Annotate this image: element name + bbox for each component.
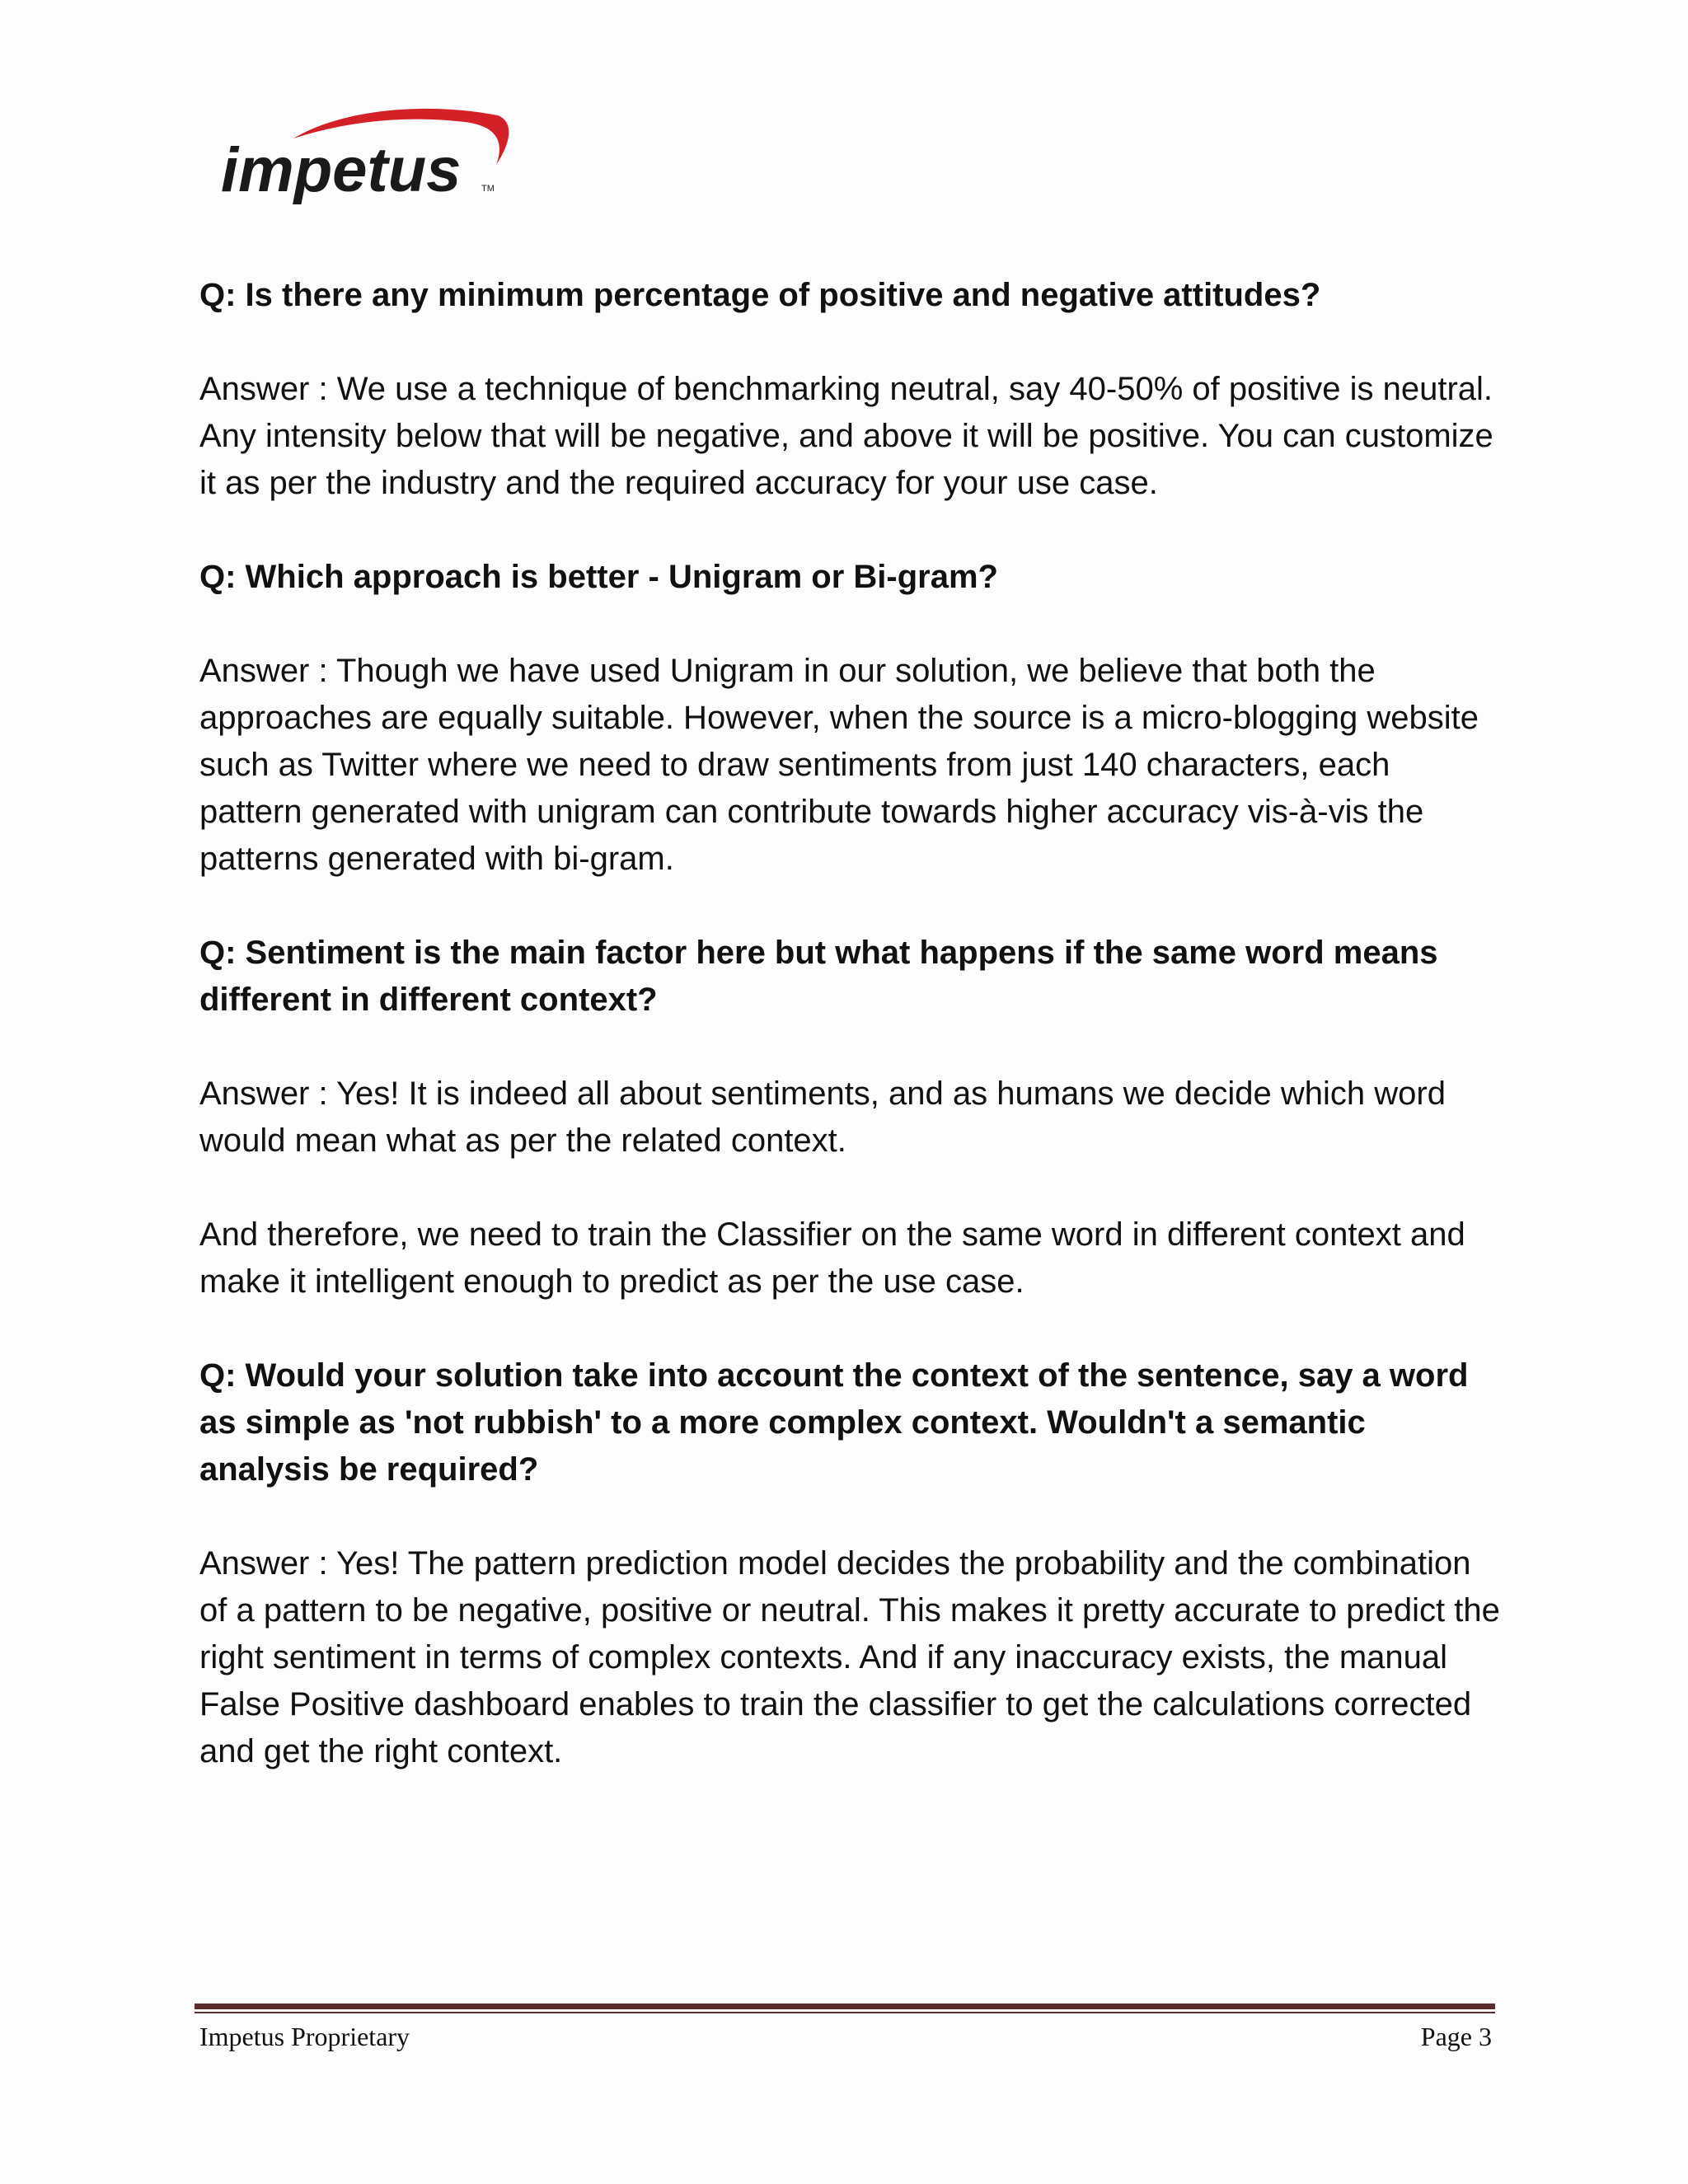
answer-4: Answer : Yes! The pattern prediction model decides the probability and the combination of a pattern to be negative, positive or neutral. This makes it pretty accurate to predict the right sentiment in terms of complex contexts. And if any inaccuracy exists, the manual False Positive dashboard enables to train the classifier to get the calculations corrected and get the right context. [199,1545,1500,1769]
question-1: Q: Is there any minimum percentage of positive and negative attitudes? [199,277,1321,313]
answer-3-continued: And therefore, we need to train the Classifier on the same word in different context and make it intelligent enough to predict as per the use case. [199,1216,1465,1300]
answer-1: Answer : We use a technique of benchmarking neutral, say 40-50% of positive is neutral. Any intensity below that will be negative, and above it will be positive. You can customize it as per the industry and the required accuracy for your use case. [199,371,1493,501]
footer-proprietary-label: Impetus Proprietary [199,2022,410,2051]
qa-content [199,272,1502,1822]
impetus-logo-graphic [218,105,514,229]
footer-page-number: Page 3 [1420,2022,1492,2051]
answer-2: Answer : Though we have used Unigram in our solution, we believe that both the approaches are equally suitable. However, when the source is a micro-blogging website such as Twitter where we need to draw sentiments from just 140 characters, each pattern generated with unigram can contribute towards higher accuracy vis-à-vis the patterns generated with bi-gram. [199,653,1479,877]
logo-wordmark: impetus [221,135,462,205]
impetus-logo [218,105,514,229]
answer-3: Answer : Yes! It is indeed all about sentiments, and as humans we decide which word would mean what as per the related context. [199,1076,1446,1159]
footer-rule-thick [195,2004,1495,2009]
question-2: Q: Which approach is better - Unigram or Bi-gram? [199,559,998,595]
footer-rule-thin [195,2012,1495,2013]
logo-trademark: TM [481,184,495,194]
question-3: Q: Sentiment is the main factor here but what happens if the same word means different in different context? [199,935,1438,1018]
question-4: Q: Would your solution take into account the context of the sentence, say a word as simple as 'not rubbish' to a more complex context. Wouldn't a semantic analysis be required? [199,1357,1469,1488]
